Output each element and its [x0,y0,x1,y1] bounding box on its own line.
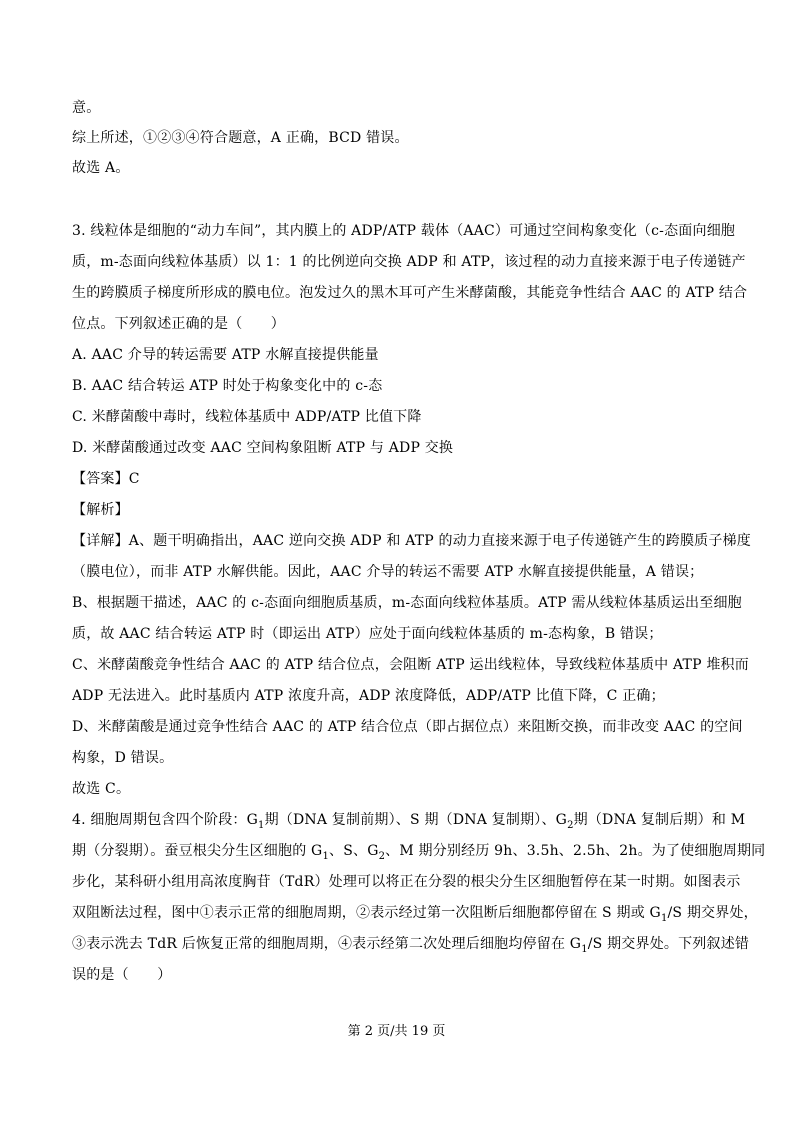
answer-label: 【答案】C [72,471,140,487]
question-4-stem [72,841,765,861]
text-segment: 、S、G [329,843,379,859]
subscript: 1 [660,912,668,924]
question-3-stem: 质，m-态面向线粒体基质）以 1：1 的比例逆向交换 ADP 和 ATP，该过程的动力直接来源于电子传递链产 [72,254,746,270]
explanation-line: D、米酵菌酸是通过竞争性结合 AAC 的 ATP 结合位点（即占据位点）来阻断交换，而非改变 AAC 的空间 [72,719,743,735]
explanation-line: B、根据题干描述，AAC 的 c-态面向细胞质基质，m-态面向线粒体基质。ATP 需从线粒体基质运出至细胞 [72,595,742,611]
text-segment: 期（DNA 复制后期）和 M [573,812,746,828]
explanation-line: 构象，D 错误。 [72,750,174,766]
option-a: A. AAC 介导的转运需要 ATP 水解直接提供能量 [72,347,379,363]
text-line: 意。 [72,100,101,116]
question-4-stem: 步化，某科研小组用高浓度胸苷（TdR）处理可以将正在分裂的根尖分生区细胞暂停在某一时期。如图表示 [72,874,741,890]
text-segment: 双阻断法过程，图中①表示正常的细胞周期，②表示经过第一次阻断后细胞都停留在 S 期或 G [72,905,661,921]
explanation-line: ADP 无法进入。此时基质内 ATP 浓度升高，ADP 浓度降低，ADP/ATP 比值下降，C 正确； [72,688,665,704]
explanation-line: 【详解】A、题干明确指出，AAC 逆向交换 ADP 和 ATP 的动力直接来源于电子传递链产生的跨膜质子梯度 [72,533,751,549]
explanation-line: （膜电位），而非 ATP 水解供能。因此，AAC 介导的转运不需要 ATP 水解直接提供能量，A 错误； [72,564,704,580]
text-segment: 、M 期分别经历 9h、3.5h、2.5h、2h。为了使细胞周期同 [385,843,766,859]
text-segment: 期（DNA 复制前期）、S 期（DNA 复制期）、G [264,812,568,828]
question-4-stem [72,810,745,830]
question-3-stem: 生的跨膜质子梯度所形成的膜电位。泡发过久的黑木耳可产生米酵菌酸，其能竞争性结合 AAC 的 ATP 结合 [72,285,748,301]
option-d: D. 米酵菌酸通过改变 AAC 空间构象阻断 ATP 与 ADP 交换 [72,440,454,456]
subscript: 2 [378,850,386,862]
option-b: B. AAC 结合转运 ATP 时处于构象变化中的 c-态 [72,378,383,394]
text-segment: ③表示洗去 TdR 后恢复正常的细胞周期，④表示经第二次处理后细胞均停留在 G [72,936,582,952]
text-segment: 期（分裂期）。蚕豆根尖分生区细胞的 G [72,843,323,859]
explanation-line: 质，故 AAC 结合转运 ATP 时（即运出 ATP）应处于面向线粒体基质的 m-态构象，B 错误； [72,626,663,642]
text-line: 故选 C。 [72,781,131,797]
subscript: 1 [581,943,588,955]
page-footer: 第 2 页/共 19 页 [347,1024,446,1039]
text-segment: /S 期交界处。下列叙述错 [587,936,750,952]
text-line: 故选 A。 [72,160,130,176]
text-segment: 4. 细胞周期包含四个阶段：G [72,812,258,828]
question-3-stem: 位点。下列叙述正确的是（ ） [72,316,285,332]
analysis-label: 【解析】 [72,502,129,518]
subscript: 1 [258,819,265,831]
question-3-stem: 3. 线粒体是细胞的“动力车间”，其内膜上的 ADP/ATP 载体（AAC）可通过空间构象变化（c-态面向细胞 [72,223,736,239]
option-c: C. 米酵菌酸中毒时，线粒体基质中 ADP/ATP 比值下降 [72,409,422,425]
question-4-stem: 误的是（ ） [72,967,172,983]
subscript: 2 [567,819,574,831]
explanation-line: C、米酵菌酸竞争性结合 AAC 的 ATP 结合位点，会阻断 ATP 运出线粒体，导致线粒体基质中 ATP 堆积而 [72,657,749,673]
subscript: 1 [322,850,329,862]
text-segment: /S 期交界处， [667,905,758,921]
question-4-stem [72,903,758,923]
text-line: 综上所述，①②③④符合题意，A 正确，BCD 错误。 [72,130,409,146]
question-4-stem [72,934,749,954]
